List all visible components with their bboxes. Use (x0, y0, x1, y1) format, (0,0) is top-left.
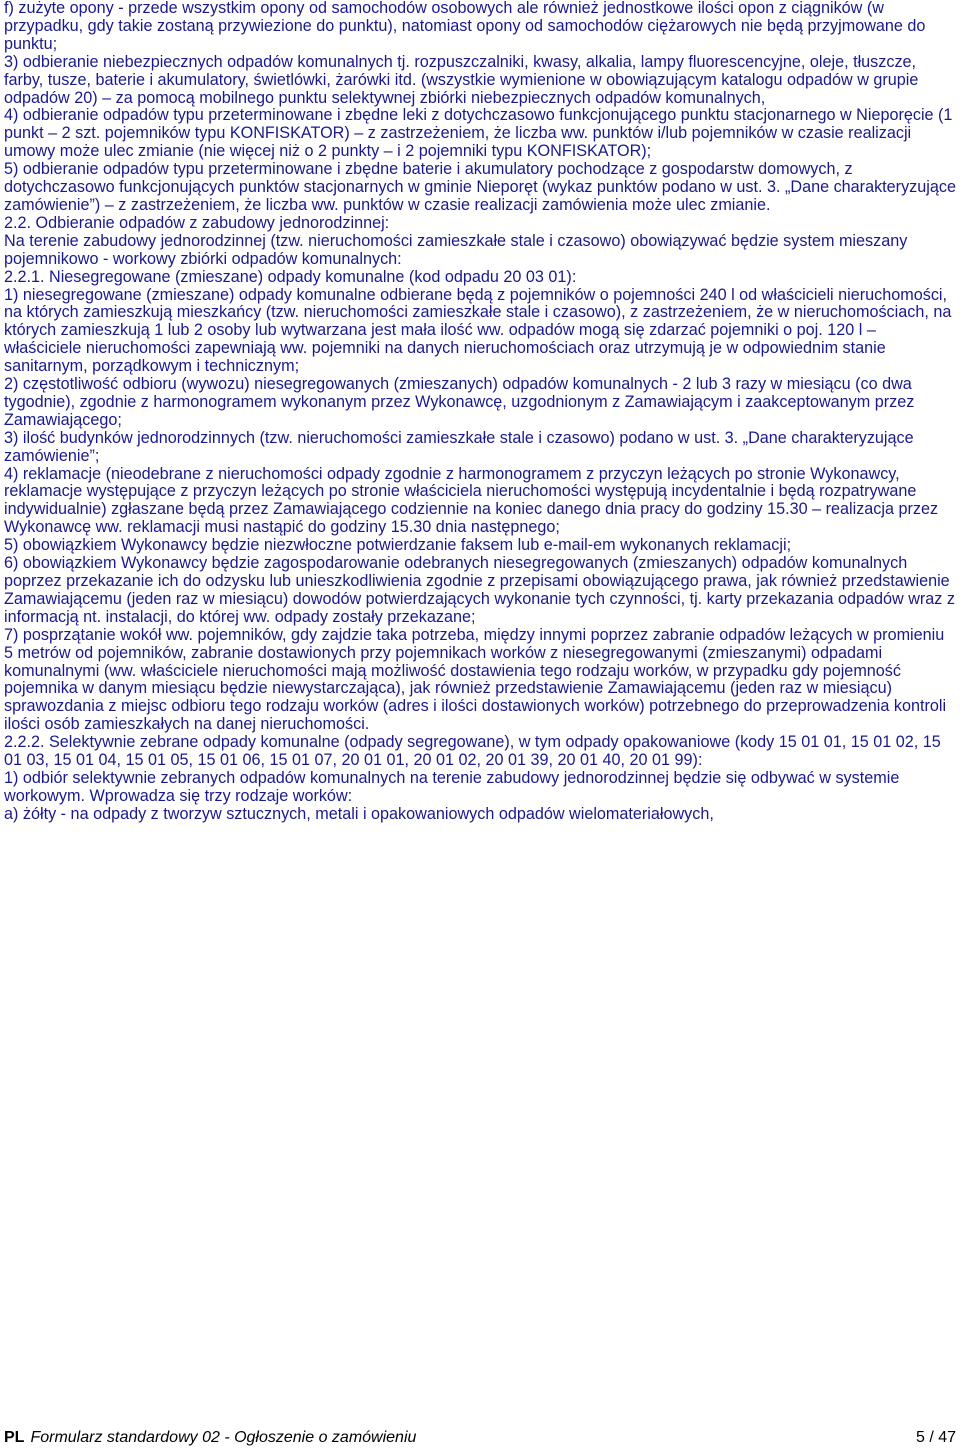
paragraph-cleanup: 7) posprzątanie wokół ww. pojemników, gdy zajdzie taka potrzeba, między innymi poprzez zabranie odpadów leżących w promieniu 5 metrów od pojemników, zabranie dostawionych przy pojemnikach worków z niesegregowanymi (zmieszanymi) odpadami komunalnymi (ww. właściciele nieruchomości mają możliwość dostawienia tego rodzaju worków, w przypadku gdy pojemność pojemnika w danym miesiącu będzie niewystarczająca), jak również przedstawienie Zamawiającemu (jeden raz w miesiącu) sprawozdania z miejsc odbioru tego rodzaju worków (adres i ilości dostawionych worków) potrzebnego do przeprowadzenia kontroli ilości osób zamieszkałych na danej nieruchomości. (4, 625, 947, 734)
section-heading-2-2: 2.2. Odbieranie odpadów z zabudowy jednorodzinnej: (4, 213, 390, 232)
paragraph-waste-management: 6) obowiązkiem Wykonawcy będzie zagospodarowanie odebranych niesegregowanych (zmieszanych) odpadów komunalnych poprzez przekazanie ich do odzysku lub unieszkodliwienia zgodnie z przepisami obowiązującego prawa, jak również przedstawienie Zamawiającemu (jeden raz w miesiącu) dowodów potwierdzających wykonanie tych czynności, tj. karty przekazania odpadów wraz z informacją nt. instalacji, do której ww. odpady zostały przekazane; (4, 554, 955, 626)
document-body (4, 0, 956, 824)
paragraph-building-count: 3) ilość budynków jednorodzinnych (tzw. nieruchomości zamieszkałe stale i czasowo) podano w ust. 3. „Dane charakteryzujące zamówienie”; (4, 428, 914, 465)
paragraph-selective-collection: 1) odbiór selektywnie zebranych odpadów komunalnych na terenie zabudowy jednorodzinnej będzie się odbywać w systemie workowym. Wprowadza się trzy rodzaje worków: (4, 768, 900, 805)
footer-form-title: Formularz standardowy 02 - Ogłoszenie o zamówieniu (30, 1429, 417, 1446)
paragraph-confirmation: 5) obowiązkiem Wykonawcy będzie niezwłoczne potwierdzanie faksem lub e-mail-em wykonanych reklamacji; (4, 536, 792, 555)
paragraph-collection-frequency: 2) częstotliwość odbioru (wywozu) niesegregowanych (zmieszanych) odpadów komunalnych - 2 lub 3 razy w miesiącu (co dwa tygodnie), zgodnie z harmonogramem wykonanym przez Wykonawcę, uzgodnionym z Zamawiającym i zaakceptowanym przez Zamawiającego; (4, 375, 915, 429)
section-heading-2-2-1: 2.2.1. Niesegregowane (zmieszane) odpady komunalne (kod odpadu 20 03 01): (4, 267, 577, 286)
footer-page-number: 5 / 47 (915, 1429, 956, 1446)
paragraph-hazardous-waste: 3) odbieranie niebezpiecznych odpadów komunalnych tj. rozpuszczalniki, kwasy, alkalia, lampy fluorescencyjne, oleje, tłuszcze, farby, tusze, baterie i akumulatory, świetlówki, żarówki itd. (wszystkie wymienione w obowiązującym katalogu odpadów w grupie odpadów 20) – za pomocą mobilnego punktu selektywnej zbiórki niebezpiecznych odpadów komunalnych, (4, 52, 919, 107)
footer-language-code: PL (4, 1429, 25, 1446)
paragraph-expired-medicines: 4) odbieranie odpadów typu przeterminowane i zbędne leki z dotychczasowo funkcjonującego punktu stacjonarnego w Nieporęcie (1 punkt – 2 szt. pojemników typu KONFISKATOR) – z zastrzeżeniem, że liczba ww. punktów i/lub pojemników w czasie realizacji umowy może ulec zmianie (nie więcej niż o 2 punkty – i 2 pojemniki typu KONFISKATOR); (4, 106, 953, 161)
paragraph-yellow-bag: a) żółty - na odpady z tworzyw sztucznych, metali i opakowaniowych odpadów wielomateriałowych, (4, 804, 714, 823)
paragraph-tyres: f) zużyte opony - przede wszystkim opony od samochodów osobowych ale również jednostkowe ilości opon z ciągników (w przypadku, gdy takie zostaną przywiezione do punktu), natomiast opony od samochodów ciężarowych nie będą przyjmowane do punktu; (4, 0, 926, 53)
paragraph-mixed-system: Na terenie zabudowy jednorodzinnej (tzw. nieruchomości zamieszkałe stale i czasowo) obowiązywać będzie system mieszany pojemnikowo - workowy zbiórki odpadów komunalnych: (4, 231, 908, 268)
paragraph-complaints: 4) reklamacje (nieodebrane z nieruchomości odpady zgodnie z harmonogramem z przyczyn leżących po stronie Wykonawcy, reklamacje występujące z przyczyn leżących po stronie właściciela nieruchomości występują incydentalnie i będą rozpatrywane indywidualnie) zgłaszane będą przez Zamawiającego codziennie na koniec danego dnia pracy do godziny 15.30 – realizacja przez Wykonawcę ww. reklamacji musi nastąpić do godziny 15.30 dnia następnego; (4, 464, 939, 537)
section-heading-2-2-2: 2.2.2. Selektywnie zebrane odpady komunalne (odpady segregowane), w tym odpady opakowaniowe (kody 15 01 01, 15 01 02, 15 01 03, 15 01 04, 15 01 05, 15 01 06, 15 01 07, 20 01 01, 20 01 02, 20 01 39, 20 01 40, 20 01 99): (4, 733, 941, 770)
page-footer (4, 1428, 956, 1448)
paragraph-batteries: 5) odbieranie odpadów typu przeterminowane i zbędne baterie i akumulatory pochodzące z gospodarstw domowych, z dotychczasowo funkcjonujących punktów stacjonarnych w gminie Nieporęt (wykaz punktów podano w ust. 3. „Dane charakteryzujące zamówienie”) – z zastrzeżeniem, że liczba ww. punktów w czasie realizacji zamówienia może ulec zmianie. (4, 160, 956, 214)
paragraph-mixed-waste-containers: 1) niesegregowane (zmieszane) odpady komunalne odbierane będą z pojemników o pojemności 240 l od właścicieli nieruchomości, na których zamieszkują mieszkańcy (tzw. nieruchomości zamieszkałe stale i czasowo), z zastrzeżeniem, że w nieruchomościach, na których zamieszkują 1 lub 2 osoby lub wytwarzana jest mała ilość ww. odpadów mogą się zdarzać pojemniki o poj. 120 l – właściciele nieruchomości zapewniają ww. pojemniki na danych nieruchomościach oraz utrzymują je w odpowiednim stanie sanitarnym, porządkowym i technicznym; (4, 285, 952, 376)
